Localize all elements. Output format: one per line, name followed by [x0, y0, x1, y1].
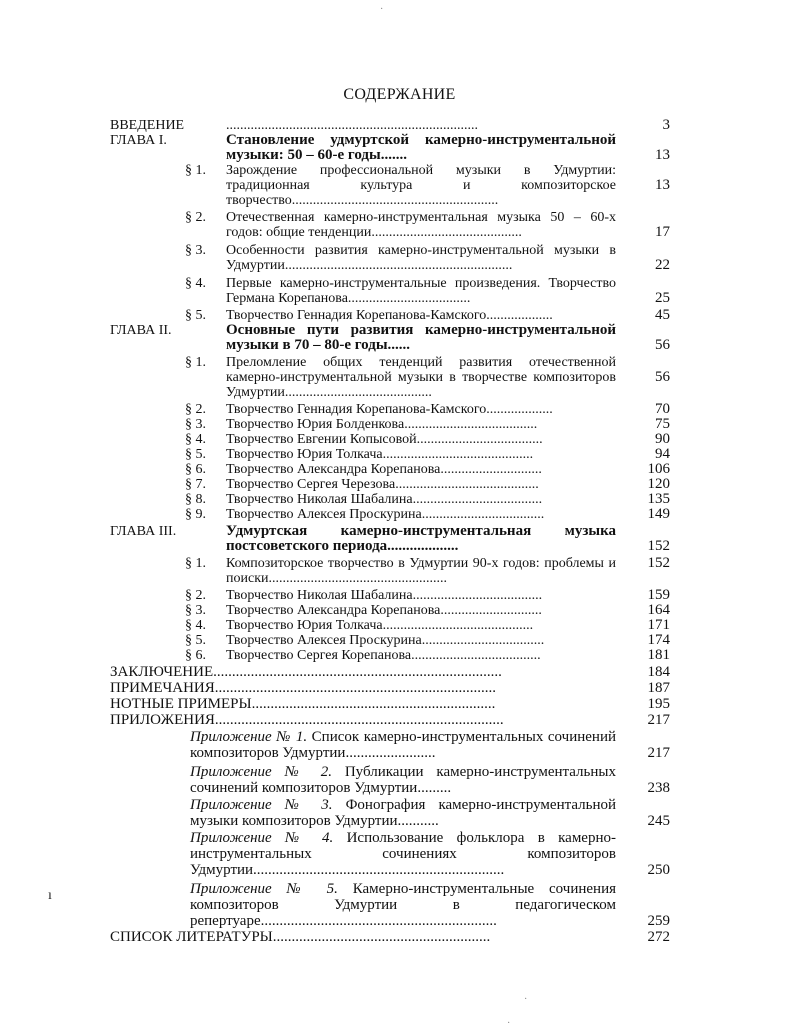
entry-text: ЗАКЛЮЧЕНИЕ.............................................................................	[110, 665, 502, 680]
entry-text: Основные пути развития камерно-инструментальной музыки в 70 – 80-е годы......	[226, 322, 616, 353]
page-number: 106	[647, 461, 670, 477]
appendix-title: Публикации камерно-инструментальных сочинений композиторов Удмуртии.........	[190, 764, 616, 796]
toc-entry-appendix	[110, 764, 670, 796]
page-number: 13	[655, 177, 670, 193]
entry-label: § 4.	[185, 618, 206, 633]
table-of-contents	[110, 118, 670, 945]
toc-entry-notes	[110, 681, 670, 696]
page-number: 245	[647, 813, 670, 829]
page-number: 184	[647, 664, 670, 680]
entry-text: Творчество Сергея Корепанова.....................................	[226, 648, 541, 663]
toc-entry-section	[110, 276, 670, 306]
entry-text: Зарождение профессиональной музыки в Удмуртии: традиционная культура и композиторское творчество...........................................................	[226, 163, 616, 208]
entry-text	[190, 881, 616, 929]
page-number: 272	[647, 929, 670, 945]
toc-entry-bibliography	[110, 930, 670, 945]
toc-entry-section	[110, 355, 670, 400]
entry-label: § 2.	[185, 402, 206, 417]
appendix-title: Список камерно-инструментальных сочинений композиторов Удмуртии........................	[190, 729, 617, 761]
entry-label: § 1.	[185, 163, 206, 178]
entry-text: Творчество Евгении Копысовой....................................	[226, 432, 543, 447]
toc-entry-section	[110, 556, 670, 586]
entry-text: Становление удмуртской камерно-инструментальной музыки: 50 – 60-е годы.......	[226, 132, 616, 163]
appendix-label: Приложение № 2.	[190, 764, 332, 780]
toc-entry-section	[110, 243, 670, 273]
entry-label: § 6.	[185, 648, 206, 663]
appendix-title: Использование фольклора в камерно-инструментальных сочинениях композиторов Удмуртии...................................................................	[190, 830, 616, 878]
entry-text: Особенности развития камерно-инструментальной музыки в Удмуртии.................................................................	[226, 243, 616, 273]
entry-label: § 2.	[185, 588, 206, 603]
appendix-title: Фонография камерно-инструментальной музыки композиторов Удмуртии...........	[190, 797, 617, 829]
entry-label: § 8.	[185, 492, 206, 507]
entry-text: Творчество Геннадия Корепанова-Камского...................	[226, 402, 553, 417]
entry-text: СПИСОК ЛИТЕРАТУРЫ..........................................................	[110, 930, 491, 945]
page-number: 135	[647, 491, 670, 507]
page-number: 152	[647, 538, 670, 554]
appendix-title: Камерно-инструментальные сочинения композиторов Удмуртии в педагогическом репертуаре...............................................................	[190, 881, 617, 929]
toc-entry-music-examples	[110, 697, 670, 712]
appendix-label: Приложение № 1.	[190, 729, 308, 745]
page-number: 70	[655, 401, 670, 417]
toc-entry-chapter-3	[110, 524, 670, 554]
toc-entry-chapter-2	[110, 323, 670, 353]
scan-speck: ·	[524, 994, 528, 1005]
page-number: 25	[655, 290, 670, 306]
scan-speck: ·	[507, 1018, 511, 1029]
entry-text: Творчество Юрия Толкача...........................................	[226, 618, 534, 633]
entry-label: § 1.	[185, 556, 206, 571]
appendix-label: Приложение № 4.	[190, 830, 334, 846]
entry-text: Творчество Юрия Толкача...........................................	[226, 447, 534, 462]
toc-entry-section	[110, 447, 670, 462]
page-number: 45	[655, 307, 670, 323]
toc-entry-section	[110, 417, 670, 432]
page-number: 250	[647, 862, 670, 878]
entry-label: ГЛАВА II.	[110, 323, 172, 338]
toc-entry-appendix	[110, 797, 670, 829]
entry-label: § 5.	[185, 308, 206, 323]
entry-text: Композиторское творчество в Удмуртии 90-х годов: проблемы и поиски...................................................	[226, 556, 616, 586]
entry-text	[190, 729, 616, 761]
toc-entry-appendices	[110, 713, 670, 728]
page-number: 152	[647, 555, 670, 571]
entry-text: Творчество Алексея Проскурина...................................	[226, 633, 545, 648]
entry-text: Творчество Сергея Черезова.........................................	[226, 477, 539, 492]
page-number: 171	[647, 617, 670, 633]
entry-label: § 1.	[185, 355, 206, 370]
page-title: СОДЕРЖАНИЕ	[343, 86, 456, 103]
entry-text: Отечественная камерно-инструментальная музыка 50 – 60-х годов: общие тенденции...........................................	[226, 210, 616, 240]
entry-label: § 3.	[185, 603, 206, 618]
entry-text: Творчество Александра Корепанова.............................	[226, 462, 542, 477]
page-number: 149	[647, 506, 670, 522]
toc-entry-section	[110, 308, 670, 323]
entry-text: НОТНЫЕ ПРИМЕРЫ.................................................................	[110, 697, 496, 712]
entry-label: § 7.	[185, 477, 206, 492]
page-number: 94	[655, 446, 670, 462]
entry-label: § 5.	[185, 633, 206, 648]
page-number: 75	[655, 416, 670, 432]
page-number: 174	[647, 632, 670, 648]
toc-entry-introduction	[110, 118, 670, 133]
toc-entry-appendix	[110, 881, 670, 929]
entry-label: ВВЕДЕНИЕ	[110, 118, 185, 133]
page-number: 187	[647, 680, 670, 696]
page-number: 259	[647, 913, 670, 929]
entry-label: § 3.	[185, 417, 206, 432]
entry-label: § 2.	[185, 210, 206, 225]
entry-text: Творчество Юрия Болденкова......................................	[226, 417, 538, 432]
appendix-label: Приложение № 5.	[190, 881, 338, 897]
entry-text: Преломление общих тенденций развития отечественной камерно-инструментальной музыки в творчестве композиторов Удмуртии..........................................	[226, 355, 616, 400]
page-number: 22	[655, 257, 670, 273]
toc-entry-chapter-1	[110, 133, 670, 163]
toc-entry-appendix	[110, 729, 670, 761]
page-number: 90	[655, 431, 670, 447]
entry-text	[190, 764, 616, 796]
entry-text: Творчество Николая Шабалина.....................................	[226, 492, 543, 507]
appendix-label: Приложение № 3.	[190, 797, 333, 813]
page-number: 238	[647, 780, 670, 796]
entry-text: ........................................................................	[226, 118, 478, 133]
toc-entry-section	[110, 588, 670, 603]
entry-label: § 9.	[185, 507, 206, 522]
entry-text: Удмуртская камерно-инструментальная музыка постсоветского периода...................	[226, 523, 616, 554]
entry-text: Творчество Геннадия Корепанова-Камского...................	[226, 308, 553, 323]
toc-entry-section	[110, 462, 670, 477]
toc-entry-section	[110, 633, 670, 648]
page-number: 56	[655, 337, 670, 353]
toc-entry-appendix	[110, 830, 670, 878]
entry-text: Творчество Николая Шабалина.....................................	[226, 588, 543, 603]
page-number: 13	[655, 147, 670, 163]
entry-text	[190, 830, 616, 878]
entry-text: ПРИЛОЖЕНИЯ.............................................................................	[110, 713, 504, 728]
toc-entry-section	[110, 648, 670, 663]
toc-entry-section	[110, 507, 670, 522]
page-number: 17	[655, 224, 670, 240]
entry-label: ГЛАВА I.	[110, 133, 167, 148]
entry-label: § 5.	[185, 447, 206, 462]
page-number: 164	[647, 602, 670, 618]
scan-speck: ı	[48, 888, 52, 903]
page-number: 217	[647, 745, 670, 761]
entry-text: ПРИМЕЧАНИЯ...........................................................................	[110, 681, 497, 696]
toc-entry-section	[110, 402, 670, 417]
toc-entry-conclusion	[110, 665, 670, 680]
toc-entry-section	[110, 163, 670, 208]
page-number: 120	[647, 476, 670, 492]
page-number: 3	[662, 117, 670, 133]
toc-entry-section	[110, 603, 670, 618]
entry-label: § 3.	[185, 243, 206, 258]
page-number: 159	[647, 587, 670, 603]
entry-text: Первые камерно-инструментальные произведения. Творчество Германа Корепанова...................................	[226, 276, 616, 306]
entry-label: § 4.	[185, 432, 206, 447]
page-number: 56	[655, 369, 670, 385]
toc-entry-section	[110, 492, 670, 507]
entry-text	[190, 797, 616, 829]
entry-label: ГЛАВА III.	[110, 524, 177, 539]
page-number: 181	[647, 647, 670, 663]
page-number: 217	[647, 712, 670, 728]
entry-label: § 4.	[185, 276, 206, 291]
toc-entry-section	[110, 618, 670, 633]
entry-text: Творчество Александра Корепанова.............................	[226, 603, 542, 618]
toc-entry-section	[110, 477, 670, 492]
entry-text: Творчество Алексея Проскурина...................................	[226, 507, 545, 522]
entry-label: § 6.	[185, 462, 206, 477]
page-number: 195	[647, 696, 670, 712]
toc-entry-section	[110, 432, 670, 447]
scan-speck: ·	[380, 4, 384, 15]
toc-entry-section	[110, 210, 670, 240]
